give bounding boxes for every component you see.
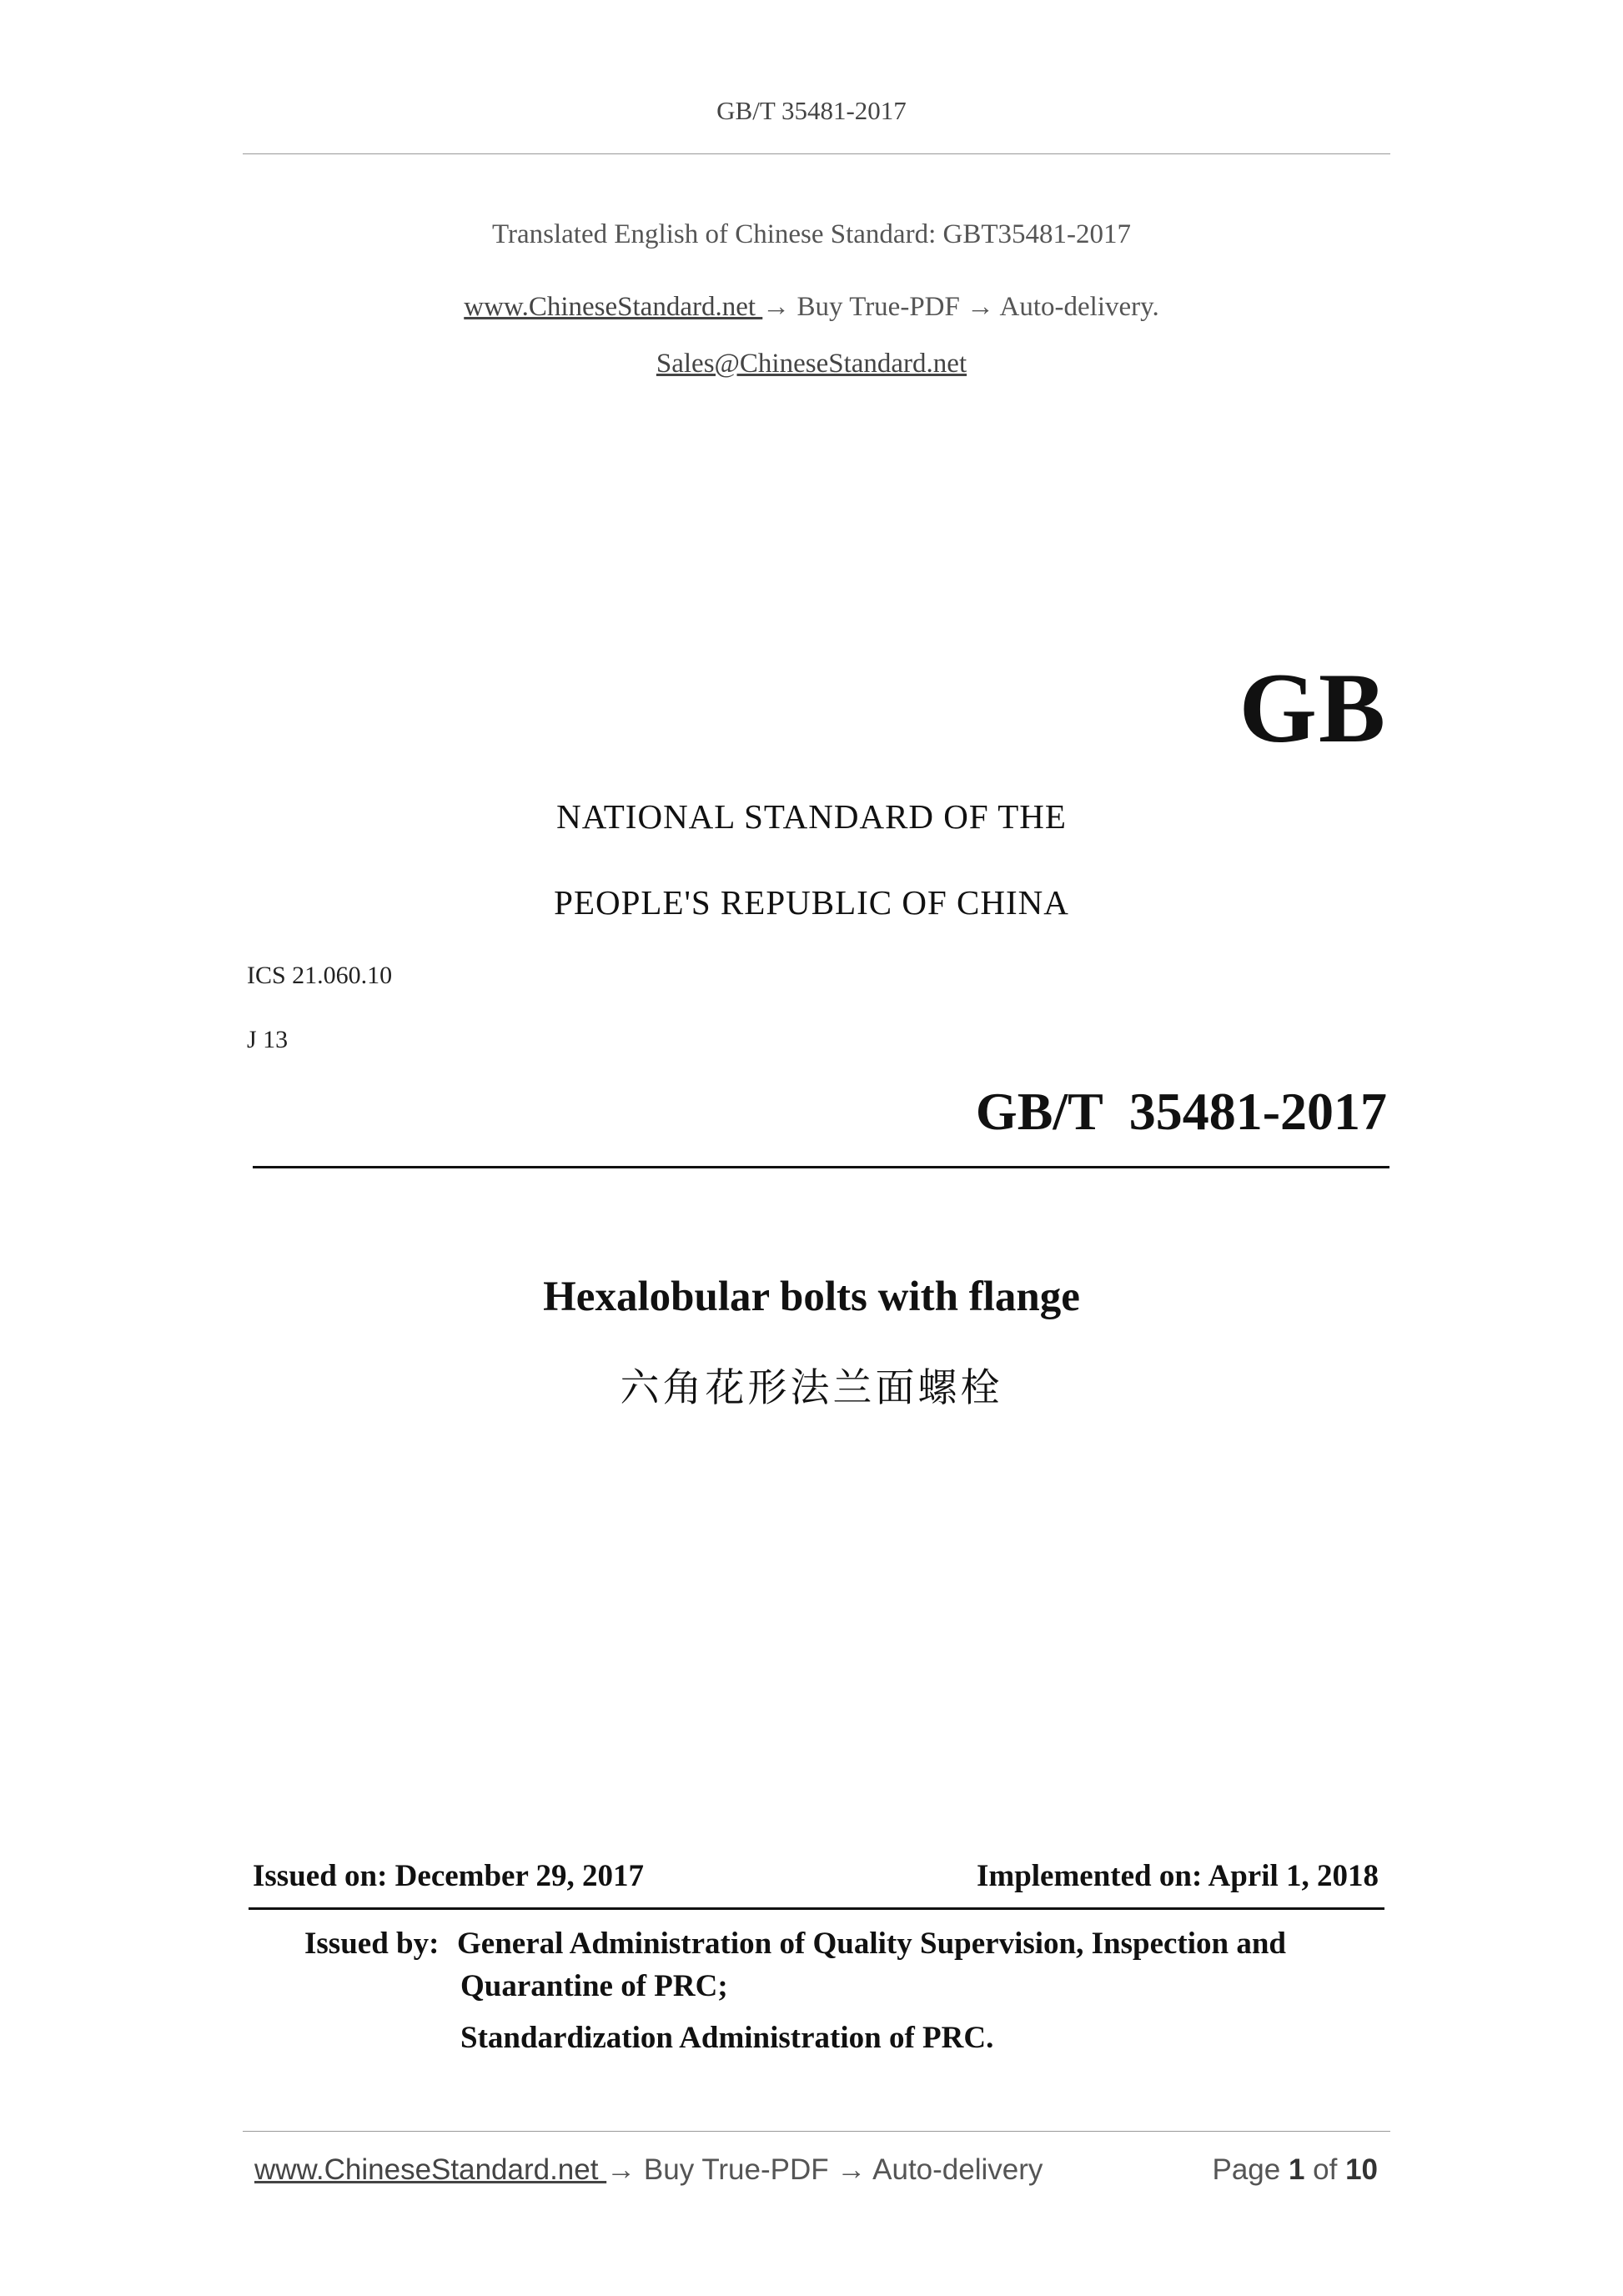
implemented-on-date: Implemented on: April 1, 2018 [976, 1859, 1379, 1893]
delivery-text: Auto-delivery. [994, 292, 1159, 322]
page-total: 10 [1345, 2153, 1378, 2186]
arrow-right-icon: → [837, 2153, 867, 2186]
issuing-org-1-line-1: General Administration of Quality Supervision, Inspection and [457, 1927, 1286, 1961]
issuing-org-2: Standardization Administration of PRC. [460, 2021, 994, 2055]
national-standard-line-1: NATIONAL STANDARD OF THE [556, 797, 1067, 836]
arrow-right-icon: → [606, 2153, 636, 2186]
standard-number-rule [253, 1166, 1389, 1168]
ccs-code: J 13 [247, 1026, 289, 1053]
page-of: of [1304, 2153, 1346, 2186]
issued-on-date: Issued on: December 29, 2017 [253, 1859, 644, 1893]
title-chinese: 六角花形法兰面螺栓 [620, 1365, 1003, 1411]
footer-buy-text: Buy True-PDF [636, 2153, 837, 2186]
ics-code: ICS 21.060.10 [247, 962, 393, 989]
issuing-org-1-line-2: Quarantine of PRC; [460, 1969, 728, 2003]
buy-line [0, 292, 1623, 323]
page-indicator [1212, 2153, 1378, 2187]
national-standard-line-2: PEOPLE'S REPUBLIC OF CHINA [554, 883, 1069, 922]
page-current: 1 [1288, 2153, 1305, 2186]
arrow-right-icon: → [967, 292, 995, 322]
issued-by-label: Issued by: [304, 1927, 440, 1961]
footer-rule [243, 2131, 1390, 2132]
running-header: GB/T 35481-2017 [716, 96, 907, 125]
footer-site-link[interactable]: www.ChineseStandard.net [254, 2153, 607, 2186]
gb-logo: GB [1239, 652, 1387, 763]
arrow-right-icon: → [762, 292, 791, 322]
footer-delivery-text: Auto-delivery [866, 2153, 1043, 2186]
sales-email-link[interactable]: Sales@ChineseStandard.net [656, 349, 967, 379]
title-english: Hexalobular bolts with flange [543, 1274, 1080, 1320]
translation-notice: Translated English of Chinese Standard: GBT35481-2017 [492, 219, 1131, 249]
sales-line [0, 349, 1623, 379]
buy-text: Buy True-PDF [790, 292, 967, 322]
standard-number: GB/T 35481-2017 [975, 1082, 1387, 1141]
footer-buy-line [254, 2153, 1043, 2187]
header-rule [243, 153, 1390, 154]
site-link[interactable]: www.ChineseStandard.net [464, 292, 763, 322]
page-label: Page [1212, 2153, 1289, 2186]
dates-rule [249, 1907, 1384, 1910]
